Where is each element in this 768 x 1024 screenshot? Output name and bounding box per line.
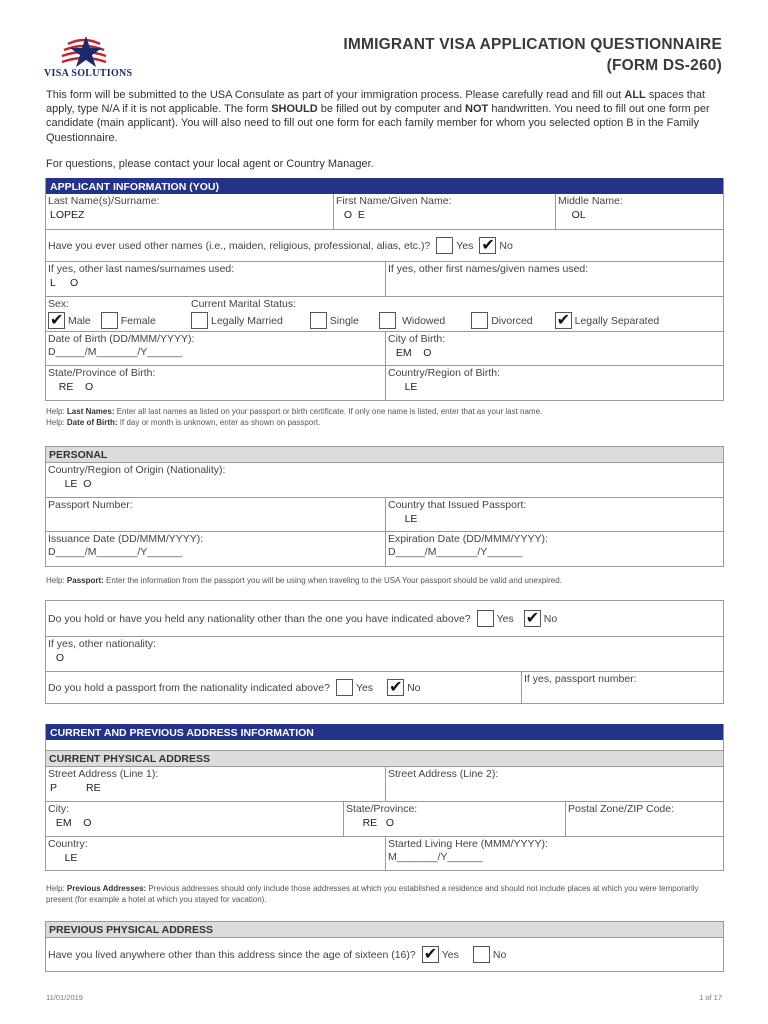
passport-country-field[interactable]: LE bbox=[390, 513, 418, 525]
legally-married-checkbox[interactable] bbox=[191, 312, 208, 329]
other-names-no-checkbox[interactable] bbox=[479, 237, 496, 254]
yes-label: Yes bbox=[355, 681, 374, 694]
street-line1-label: Street Address (Line 1): bbox=[48, 768, 159, 780]
personal-section bbox=[45, 446, 724, 567]
widowed-label: Widowed bbox=[402, 314, 446, 327]
other-nationality-yes-checkbox[interactable] bbox=[477, 610, 494, 627]
expiration-date-field[interactable]: D_____/M_______/Y______ bbox=[388, 546, 523, 558]
nationality-label: Country/Region of Origin (Nationality): bbox=[48, 464, 226, 476]
other-names-yes-checkbox[interactable] bbox=[436, 237, 453, 254]
lived-elsewhere-no-checkbox[interactable] bbox=[473, 946, 490, 963]
other-last-names-field[interactable]: L O bbox=[50, 277, 79, 289]
started-living-field[interactable]: M_______/Y______ bbox=[388, 851, 483, 863]
nationality-section bbox=[45, 600, 724, 704]
other-nationality-question: Do you hold or have you held any nationality other than the one you have indicated above? bbox=[48, 612, 471, 625]
help-text-previous-addresses: Help: Previous Addresses: Previous addresses should only include those addresses at which you established a residence and should not include places at which you were temporarily present (for example a hotel at which you stayed for vacation). bbox=[46, 884, 699, 904]
other-nationality-no-checkbox[interactable] bbox=[524, 610, 541, 627]
current-address-header: CURRENT PHYSICAL ADDRESS bbox=[46, 750, 723, 766]
logo-text: VISA SOLUTIONS bbox=[44, 68, 133, 79]
help-text-names: Help: Last Names: Enter all last names as listed on your passport or birth certificate. If only one name is listed, enter that as your last name. Help: Date of Birth: If day or month is unknown, enter as shown on passport. bbox=[46, 407, 543, 427]
no-label: No bbox=[499, 239, 513, 252]
issuance-date-label: Issuance Date (DD/MMM/YYYY): bbox=[48, 533, 204, 545]
state-label: State/Province: bbox=[346, 803, 418, 815]
state-of-birth-field[interactable]: RE O bbox=[50, 381, 94, 393]
other-last-names-label: If yes, other last names/surnames used: bbox=[48, 263, 235, 275]
yes-label: Yes bbox=[456, 239, 474, 252]
dob-label: Date of Birth (DD/MMM/YYYY): bbox=[48, 333, 195, 345]
zip-label: Postal Zone/ZIP Code: bbox=[568, 803, 675, 815]
legally-married-label: Legally Married bbox=[211, 314, 283, 327]
country-label: Country: bbox=[48, 838, 88, 850]
country-of-birth-label: Country/Region of Birth: bbox=[388, 367, 501, 379]
page-title: IMMIGRANT VISA APPLICATION QUESTIONNAIRE (FORM DS-260) bbox=[343, 36, 722, 74]
issuance-date-field[interactable]: D_____/M_______/Y______ bbox=[48, 546, 183, 558]
legally-separated-label: Legally Separated bbox=[574, 314, 660, 327]
city-of-birth-label: City of Birth: bbox=[388, 333, 446, 345]
country-of-birth-field[interactable]: LE bbox=[390, 381, 418, 393]
passport-nationality-question: Do you hold a passport from the nationality indicated above? bbox=[48, 681, 330, 694]
section-header: PERSONAL bbox=[46, 446, 723, 462]
other-nationality-label: If yes, other nationality: bbox=[48, 638, 156, 650]
single-label: Single bbox=[329, 314, 359, 327]
lived-elsewhere-yes-checkbox[interactable] bbox=[422, 946, 439, 963]
divorced-checkbox[interactable] bbox=[471, 312, 488, 329]
sex-male-checkbox[interactable] bbox=[48, 312, 65, 329]
divorced-label: Divorced bbox=[491, 314, 533, 327]
single-checkbox[interactable] bbox=[310, 312, 327, 329]
city-field[interactable]: EM O bbox=[50, 817, 92, 829]
applicant-section bbox=[45, 178, 724, 401]
state-of-birth-label: State/Province of Birth: bbox=[48, 367, 156, 379]
no-label: No bbox=[407, 681, 421, 694]
city-of-birth-field[interactable]: EM O bbox=[390, 347, 432, 359]
passport-number-label: Passport Number: bbox=[48, 499, 133, 511]
yes-label: Yes bbox=[496, 612, 514, 625]
female-label: Female bbox=[120, 314, 156, 327]
no-label: No bbox=[543, 612, 558, 625]
last-name-field[interactable]: LOPEZ bbox=[50, 209, 85, 221]
state-field[interactable]: RE O bbox=[348, 817, 395, 829]
contact-note: For questions, please contact your local agent or Country Manager. bbox=[46, 158, 374, 170]
street-line1-field[interactable]: P RE bbox=[50, 782, 101, 794]
other-names-question: Have you ever used other names (i.e., maiden, religious, professional, alias, etc.)? bbox=[48, 239, 431, 252]
footer-date: 11/01/2019 bbox=[46, 993, 83, 1002]
street-line2-label: Street Address (Line 2): bbox=[388, 768, 499, 780]
middle-name-field[interactable]: OL bbox=[560, 209, 586, 221]
previous-address-header: PREVIOUS PHYSICAL ADDRESS bbox=[46, 921, 723, 937]
sex-label: Sex: bbox=[48, 298, 70, 310]
section-header: CURRENT AND PREVIOUS ADDRESS INFORMATION bbox=[46, 724, 723, 740]
passport-nationality-no-checkbox[interactable] bbox=[387, 679, 404, 696]
passport-nationality-yes-checkbox[interactable] bbox=[336, 679, 353, 696]
expiration-date-label: Expiration Date (DD/MMM/YYYY): bbox=[388, 533, 548, 545]
yes-label: Yes bbox=[441, 948, 459, 961]
no-label: No bbox=[492, 948, 507, 961]
nationality-field[interactable]: LE O bbox=[50, 478, 92, 490]
help-text-passport: Help: Passport: Enter the information from the passport you will be using when traveling to the USA Your passport should be valid and unexpired. bbox=[46, 576, 562, 585]
dob-field[interactable]: D_____/M_______/Y______ bbox=[48, 346, 183, 358]
male-label: Male bbox=[68, 314, 91, 327]
lived-elsewhere-question: Have you lived anywhere other than this address since the age of sixteen (16)? bbox=[48, 948, 416, 961]
first-name-label: First Name/Given Name: bbox=[336, 195, 452, 207]
first-name-field[interactable]: O E bbox=[338, 209, 365, 221]
country-field[interactable]: LE bbox=[50, 852, 78, 864]
other-passport-number-label: If yes, passport number: bbox=[524, 673, 637, 685]
page-number: 1 of 17 bbox=[699, 993, 722, 1002]
city-label: City: bbox=[48, 803, 69, 815]
widowed-checkbox[interactable] bbox=[379, 312, 396, 329]
section-header: APPLICANT INFORMATION (YOU) bbox=[46, 178, 723, 194]
other-nationality-field[interactable]: O bbox=[50, 652, 65, 664]
previous-address-section bbox=[45, 921, 724, 972]
middle-name-label: Middle Name: bbox=[558, 195, 623, 207]
last-name-label: Last Name(s)/Surname: bbox=[48, 195, 160, 207]
started-living-label: Started Living Here (MMM/YYYY): bbox=[388, 838, 548, 850]
marital-status-label: Current Marital Status: bbox=[191, 298, 297, 310]
legally-separated-checkbox[interactable] bbox=[555, 312, 572, 329]
sex-female-checkbox[interactable] bbox=[101, 312, 118, 329]
other-first-names-label: If yes, other first names/given names used: bbox=[388, 263, 589, 275]
passport-country-label: Country that Issued Passport: bbox=[388, 499, 527, 511]
intro-paragraph: This form will be submitted to the USA Consulate as part of your immigration process. Please carefully read and fill out ALL spaces that apply, type N/A if it is not applicable. The form SHOULD be filled out by computer and NOT handwritten. You need to fill out one form per candidate (main applicant). You will also need to fill out one form for each family member for whom you selected option B in the Family Questionnaire. bbox=[46, 89, 710, 144]
address-section bbox=[45, 724, 724, 871]
